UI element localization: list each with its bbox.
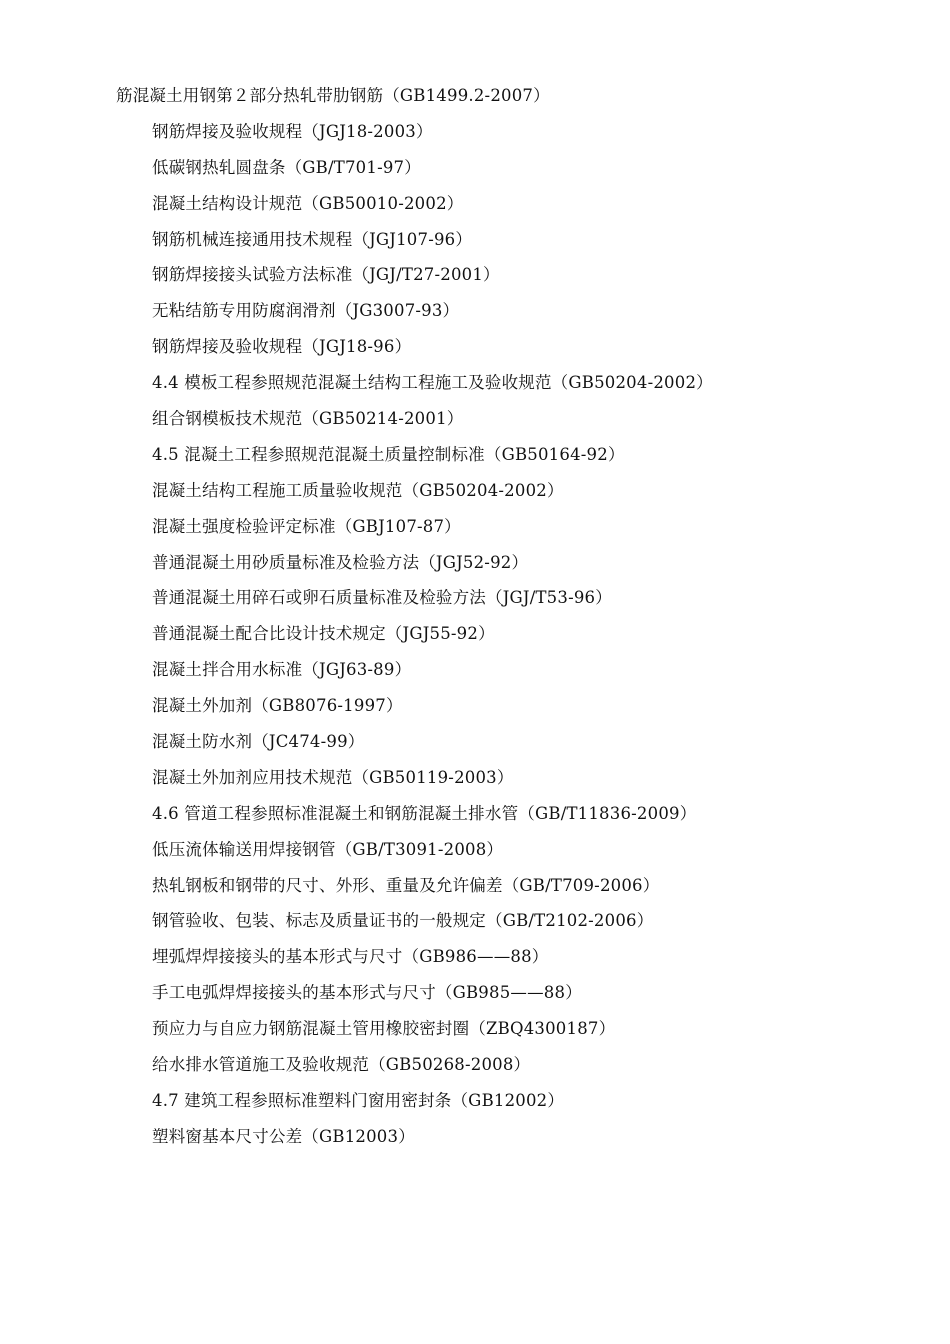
list-item: 钢筋焊接接头试验方法标准（JGJ/T27-2001） xyxy=(152,265,500,285)
list-item: 混凝土外加剂（GB8076-1997） xyxy=(152,696,403,716)
list-item: 低压流体输送用焊接钢管（GB/T3091-2008） xyxy=(152,839,504,859)
list-item: 钢筋机械连接通用技术规程（JGJ107-96） xyxy=(152,229,473,249)
list-item: 混凝土外加剂应用技术规范（GB50119-2003） xyxy=(152,767,514,787)
list-item: 钢筋焊接及验收规程（JGJ18-2003） xyxy=(152,121,433,141)
list-item: 手工电弧焊焊接接头的基本形式与尺寸（GB985——88） xyxy=(152,983,582,1003)
list-item: 混凝土结构工程施工质量验收规范（GB50204-2002） xyxy=(152,480,564,500)
section-heading-4-7: 4.7 建筑工程参照标准塑料门窗用密封条（GB12002） xyxy=(152,1090,565,1110)
list-item: 钢筋焊接及验收规程（JGJ18-96） xyxy=(152,337,412,357)
list-item: 混凝土结构设计规范（GB50010-2002） xyxy=(152,193,464,213)
list-item: 筋混凝土用钢第２部分热轧带肋钢筋（GB1499.2-2007） xyxy=(116,86,550,105)
list-item: 塑料窗基本尺寸公差（GB12003） xyxy=(152,1126,415,1146)
list-item: 普通混凝土用碎石或卵石质量标准及检验方法（JGJ/T53-96） xyxy=(152,588,612,608)
standards-list xyxy=(0,83,950,1160)
list-item: 混凝土强度检验评定标准（GBJ107-87） xyxy=(152,516,461,536)
list-item: 普通混凝土用砂质量标准及检验方法（JGJ52-92） xyxy=(152,552,529,572)
list-item: 组合钢模板技术规范（GB50214-2001） xyxy=(152,409,464,429)
list-item: 埋弧焊焊接接头的基本形式与尺寸（GB986——88） xyxy=(152,947,549,967)
list-item: 给水排水管道施工及验收规范（GB50268-2008） xyxy=(152,1055,531,1075)
list-item: 预应力与自应力钢筋混凝土管用橡胶密封圈（ZBQ4300187） xyxy=(152,1019,616,1039)
list-item: 混凝土防水剂（JC474-99） xyxy=(152,732,365,752)
section-heading-4-4: 4.4 模板工程参照规范混凝土结构工程施工及验收规范（GB50204-2002） xyxy=(152,373,713,393)
list-item: 普通混凝土配合比设计技术规定（JGJ55-92） xyxy=(152,624,495,644)
list-item: 混凝土拌合用水标准（JGJ63-89） xyxy=(152,660,412,680)
list-item: 低碳钢热轧圆盘条（GB/T701-97） xyxy=(152,157,421,177)
list-item: 钢管验收、包装、标志及质量证书的一般规定（GB/T2102-2006） xyxy=(152,911,654,931)
list-item: 无粘结筋专用防腐润滑剂（JG3007-93） xyxy=(152,301,460,321)
list-item: 热轧钢板和钢带的尺寸、外形、重量及允许偏差（GB/T709-2006） xyxy=(152,875,660,895)
section-heading-4-5: 4.5 混凝土工程参照规范混凝土质量控制标准（GB50164-92） xyxy=(152,444,625,464)
section-heading-4-6: 4.6 管道工程参照标准混凝土和钢筋混凝土排水管（GB/T11836-2009） xyxy=(152,803,697,823)
